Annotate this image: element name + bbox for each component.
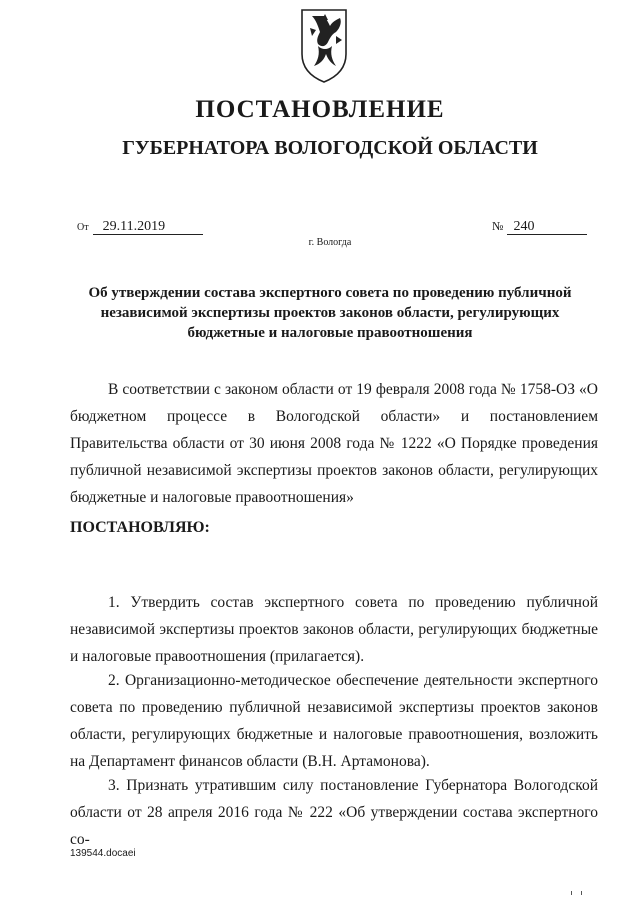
decree-item-3: 3. Признать утратившим силу постановление Губернатора Вологодской области от 28 апреля 2016 года № 222 «Об утверждении состава экспертного со- xyxy=(70,777,598,848)
date-value: 29.11.2019 xyxy=(93,220,203,235)
coat-of-arms-icon xyxy=(298,6,350,84)
number-prefix: № xyxy=(492,219,504,233)
number-value: 240 xyxy=(507,220,587,235)
document-subject: Об утверждении состава экспертного совета по проведению публичной независимой экспертизы проектов законов области, регулирующих бюджетные и налоговые правоотношения xyxy=(88,285,572,341)
document-number xyxy=(492,219,587,235)
document-date xyxy=(77,219,203,235)
document-city: г. Вологда xyxy=(308,237,352,248)
decree-item-1: 1. Утвердить состав экспертного совета по проведению публичной независимой экспертизы проектов законов области, регулирующих бюджетные и налоговые правоотношения (прилагается). xyxy=(70,594,598,665)
date-prefix: От xyxy=(77,222,89,233)
file-code: 139544.docaei xyxy=(70,848,136,859)
scan-marks-icon xyxy=(570,890,590,896)
decree-item-2: 2. Организационно-методическое обеспечение деятельности экспертного совета по проведению публичной независимой экспертизы проектов законов области, регулирующих бюджетные и налоговые правоотношения, возложить на Департамент финансов области (В.Н. Артамонова). xyxy=(70,672,598,770)
document-subtitle: ГУБЕРНАТОРА ВОЛОГОДСКОЙ ОБЛАСТИ xyxy=(122,137,538,159)
decree-heading: ПОСТАНОВЛЯЮ: xyxy=(70,519,210,536)
intro-paragraph: В соответствии с законом области от 19 февраля 2008 года № 1758-ОЗ «О бюджетном процессе в Вологодской области» и постановлением Правительства области от 30 июня 2008 года № 1222 «О Порядке проведения публичной независимой экспертизы проектов законов области, регулирующих бюджетные и налоговые правоотношения» xyxy=(70,381,598,506)
document-title: ПОСТАНОВЛЕНИЕ xyxy=(195,96,445,123)
